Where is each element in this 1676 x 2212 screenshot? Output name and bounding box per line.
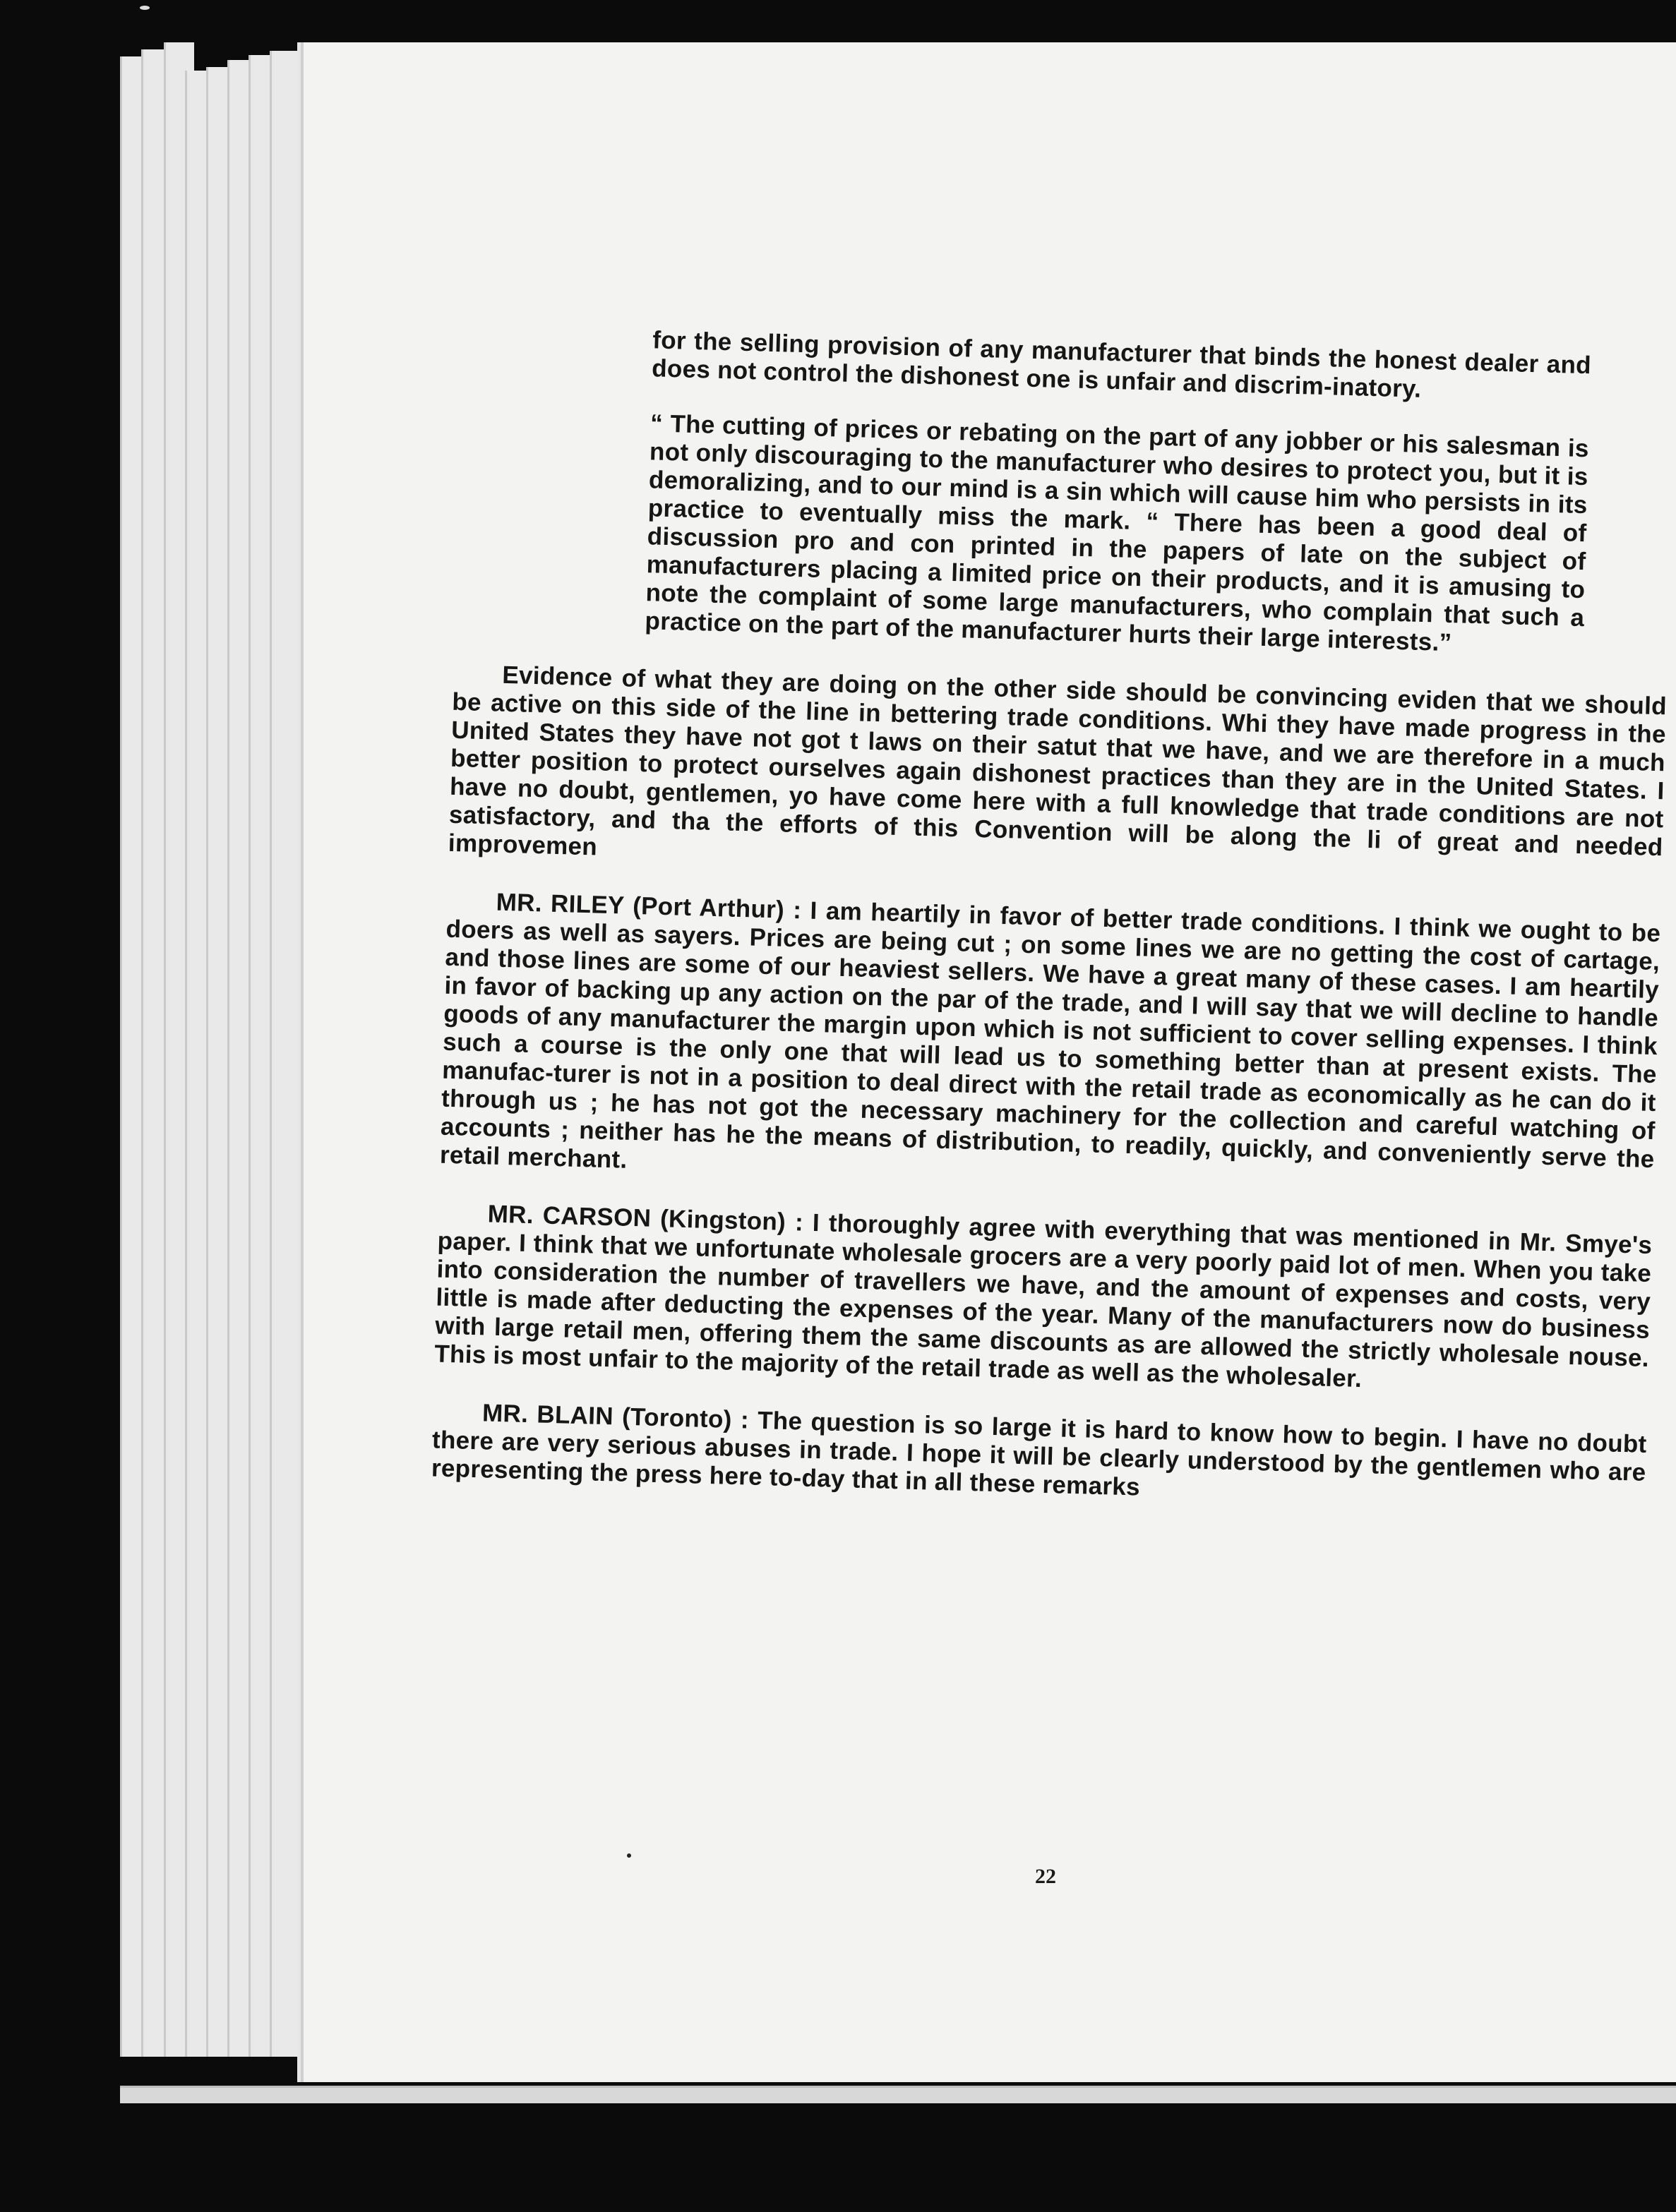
- body-paragraph: Evidence of what they are doing on the other side should be convincing eviden that we should be active on this side of the line in bettering trade conditions. Whi they have made progress in the United States they have not got t laws on their satut that we have, and we are therefore in a much better position to protect ourselves again dishonest practices than they are in the United States. I have no doubt, gentlemen, yo have come here with a full knowledge that trade conditions are not satisfactory, and tha the efforts of this Convention will be along the li of great and needed improvemen: [448, 661, 1668, 862]
- quote-paragraph: “ The cutting of prices or rebating on the part of any jobber or his salesman is not only discouraging to the manufacturer who desires to protect you, but it is demoralizing, and to our mind is a sin which will cause him who persists in its practice to eventually miss the mark. “ There has been a good deal of discussion pro and con printed in the papers of late on the subject of manufacturers placing a limited price on their products, and it is amusing to note the complaint of some large manufacturers, who complain that such a practice on the part of the manufacturer hurts their large interests.”: [645, 409, 1590, 657]
- body-paragraph: MR. RILEY (Port Arthur) : I am heartily in favor of better trade conditions. I think we ought to be doers as well as sayers. Prices are being cut ; on some lines we are no getting the cost of cartage, and those lines are some of our heaviest sellers. We have a great many of these cases. I am heartily in favor of backing up any action on the par of the trade, and I will say that we will decline to handle goods of any manufacturer the margin upon which is not sufficient to cover selling expenses. I think such a course is the only one that will lead us to something better than at present exists. The manufac-turer is not in a position to deal direct with the retail trade as economically as he can do it through us ; he has not got the necessary machinery for the collection and careful watching of accounts ; neither has he the means of distribution, to readily, quickly, and conveniently serve the retail merchant.: [439, 888, 1661, 1174]
- quote-paragraph: for the selling provision of any manufacturer that binds the honest dealer and does not control the dishonest one is unfair and discrim-inatory.: [651, 326, 1592, 403]
- quoted-passage: [645, 326, 1591, 661]
- page-edge: [270, 51, 307, 2057]
- page-bottom-edge: [120, 2086, 1676, 2103]
- page-number: 22: [1035, 1865, 1056, 1888]
- scan-speck: [140, 6, 150, 10]
- body-paragraph: MR. BLAIN (Toronto) : The question is so large it is hard to know how to begin. I have no doubt there are very serious abuses in trade. I hope it will be clearly understood by the gentlemen who are representing the press here to-day that in all these remarks: [431, 1399, 1648, 1501]
- scan-speck: [627, 1853, 631, 1858]
- body-paragraph: MR. CARSON (Kingston) : I thoroughly agree with everything that was mentioned in Mr. Smye's paper. I think that we unfortunate wholesale grocers are a very poorly paid lot of men. When you take into consideration the number of travellers we have, and the amount of expenses and costs, very little is made after deducting the expenses of the year. Many of the manufacturers now do business with large retail men, offering them the same discounts as are allowed the strictly wholesale nouse. This is most unfair to the majority of the retail trade as well as the wholesaler.: [433, 1200, 1653, 1393]
- page-text: [430, 321, 1668, 1545]
